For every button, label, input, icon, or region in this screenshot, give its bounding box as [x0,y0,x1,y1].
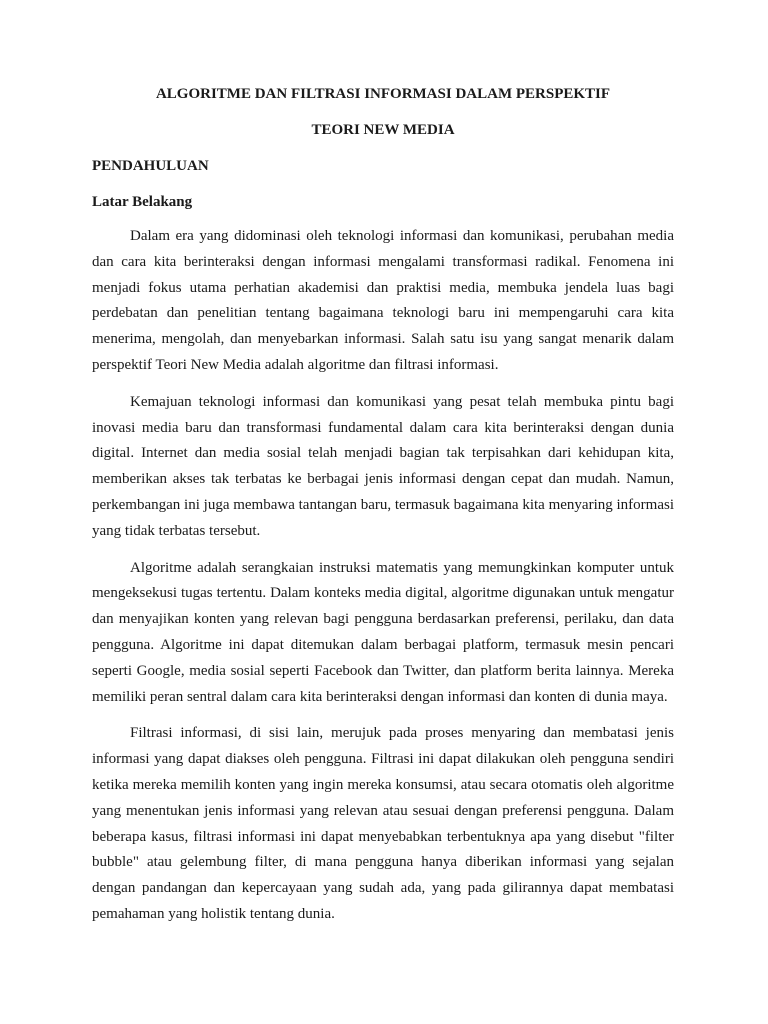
body-paragraph-3: Algoritme adalah serangkaian instruksi matematis yang memungkinkan komputer untuk mengeksekusi tugas tertentu. Dalam konteks media digital, algoritme digunakan untuk mengatur dan menyajikan konten yang relevan bagi pengguna berdasarkan preferensi, perilaku, dan data pengguna. Algoritme ini dapat ditemukan dalam berbagai platform, termasuk mesin pencari seperti Google, media sosial seperti Facebook dan Twitter, dan platform berita lainnya. Mereka memiliki peran sentral dalam cara kita berinteraksi dengan informasi dan konten di dunia maya. [92,559,674,705]
document-title-line-1: ALGORITME DAN FILTRASI INFORMASI DALAM PERSPEKTIF [155,86,611,102]
subsection-heading: Latar Belakang [92,194,193,210]
document-page [92,84,674,928]
body-paragraph-4: Filtrasi informasi, di sisi lain, merujuk pada proses menyaring dan membatasi jenis informasi yang dapat diakses oleh pengguna. Filtrasi ini dapat dilakukan oleh pengguna sendiri ketika mereka memilih konten yang ingin mereka konsumsi, atau secara otomatis oleh algoritme yang menentukan jenis informasi yang relevan atau sesuai dengan preferensi pengguna. Dalam beberapa kasus, filtrasi informasi ini dapat menyebabkan terbentuknya apa yang disebut "filter bubble" atau gelembung filter, di mana pengguna hanya diberikan informasi yang sejalan dengan pandangan dan kepercayaan yang sudah ada, yang pada gilirannya dapat membatasi pemahaman yang holistik tentang dunia. [92,725,674,922]
document-title-line-2: TEORI NEW MEDIA [311,122,455,138]
body-paragraph-1: Dalam era yang didominasi oleh teknologi informasi dan komunikasi, perubahan media dan cara kita berinteraksi dengan informasi mengalami transformasi radikal. Fenomena ini menjadi fokus utama perhatian akademisi dan praktisi media, membuka jendela luas bagi perdebatan dan penelitian tentang bagaimana teknologi baru ini mempengaruhi cara kita menerima, mengolah, dan menyebarkan informasi. Salah satu isu yang sangat menarik dalam perspektif Teori New Media adalah algoritme dan filtrasi informasi. [92,228,674,373]
body-paragraph-2: Kemajuan teknologi informasi dan komunikasi yang pesat telah membuka pintu bagi inovasi media baru dan transformasi fundamental dalam cara kita berinteraksi dengan dunia digital. Internet dan media sosial telah menjadi bagian tak terpisahkan dari kehidupan kita, memberikan akses tak terbatas ke berbagai jenis informasi dengan cepat dan mudah. Namun, perkembangan ini juga membawa tantangan baru, termasuk bagaimana kita menyaring informasi yang tidak terbatas tersebut. [92,393,674,539]
section-heading: PENDAHULUAN [92,158,209,174]
